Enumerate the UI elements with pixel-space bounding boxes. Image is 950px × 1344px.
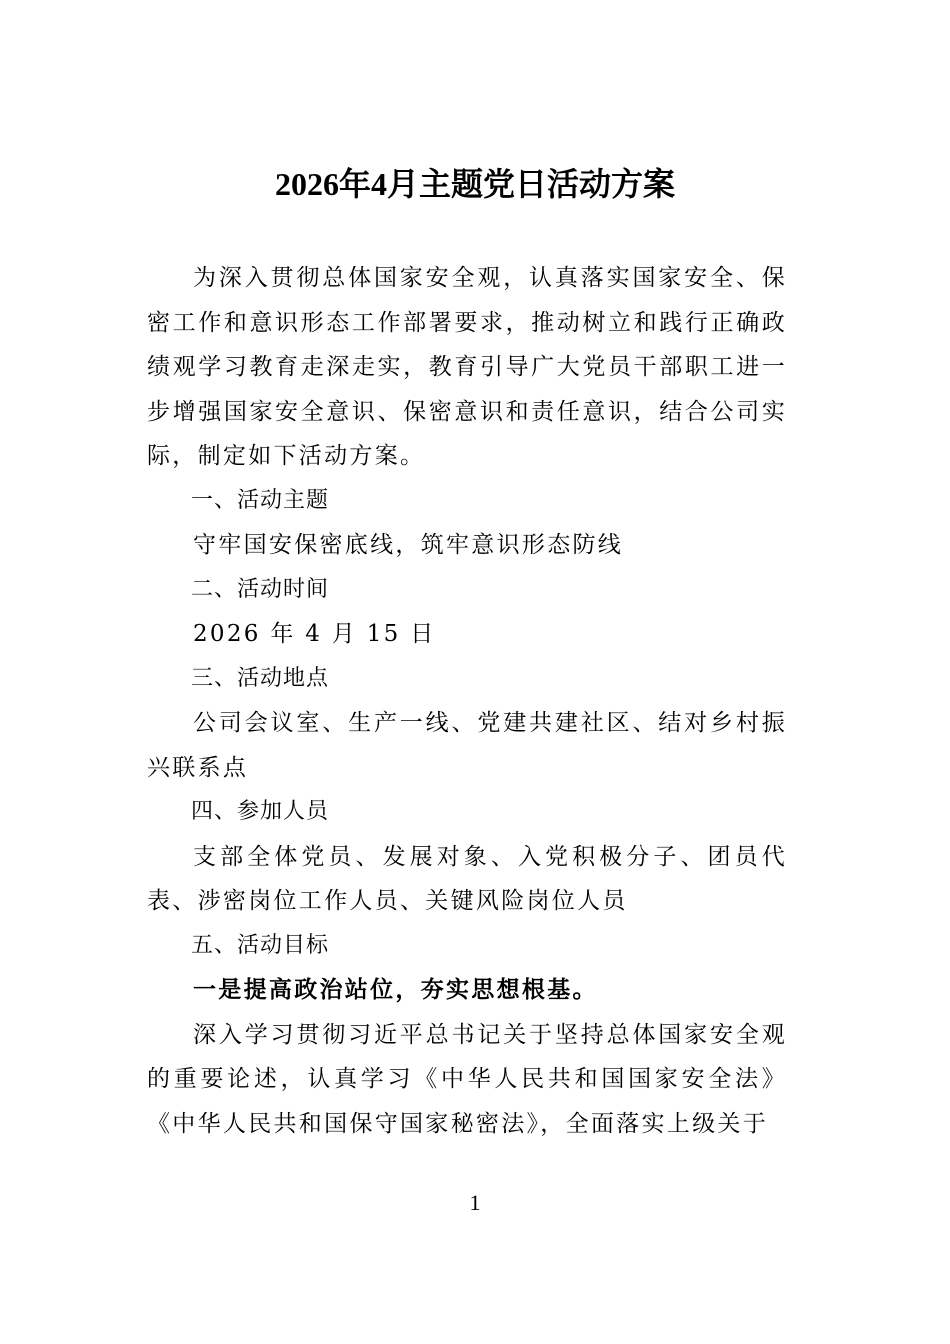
section-heading-participants: 四、参加人员 <box>191 799 330 824</box>
intro-paragraph: 为深入贯彻总体国家安全观，认真落实国家安全、保密工作和意识形态工作部署要求，推动树立和践行正确政绩观学习教育走深走实，教育引导广大党员干部职工进一步增强国家安全意识、保密意识和责任意识，结合公司实际，制定如下活动方案。 <box>147 265 787 469</box>
section-heading-goals: 五、活动目标 <box>191 932 330 958</box>
section-content-location: 公司会议室、生产一线、党建共建社区、结对乡村振兴联系点 <box>147 710 787 781</box>
document-body <box>147 256 787 1146</box>
section-content-time: 2026 年 4 月 15 日 <box>193 621 436 647</box>
document-title: 2026年4月主题党日活动方案 <box>274 166 675 202</box>
section-heading-theme: 一、活动主题 <box>191 487 330 513</box>
section-content-participants: 支部全体党员、发展对象、入党积极分子、团员代表、涉密岗位工作人员、关键风险岗位人员 <box>147 843 787 914</box>
section-content-theme: 守牢国安保密底线，筑牢意识形态防线 <box>193 532 624 558</box>
goal-1-title: 一是提高政治站位，夯实思想根基。 <box>193 976 598 1003</box>
page-number: 1 <box>469 1190 481 1215</box>
section-heading-time: 二、活动时间 <box>191 576 330 602</box>
goal-1-text: 深入学习贯彻习近平总书记关于坚持总体国家安全观的重要论述，认真学习《中华人民共和国国家安全法》《中华人民共和国保守国家秘密法》，全面落实上级关于 <box>147 1021 787 1137</box>
section-heading-location: 三、活动地点 <box>191 665 330 691</box>
